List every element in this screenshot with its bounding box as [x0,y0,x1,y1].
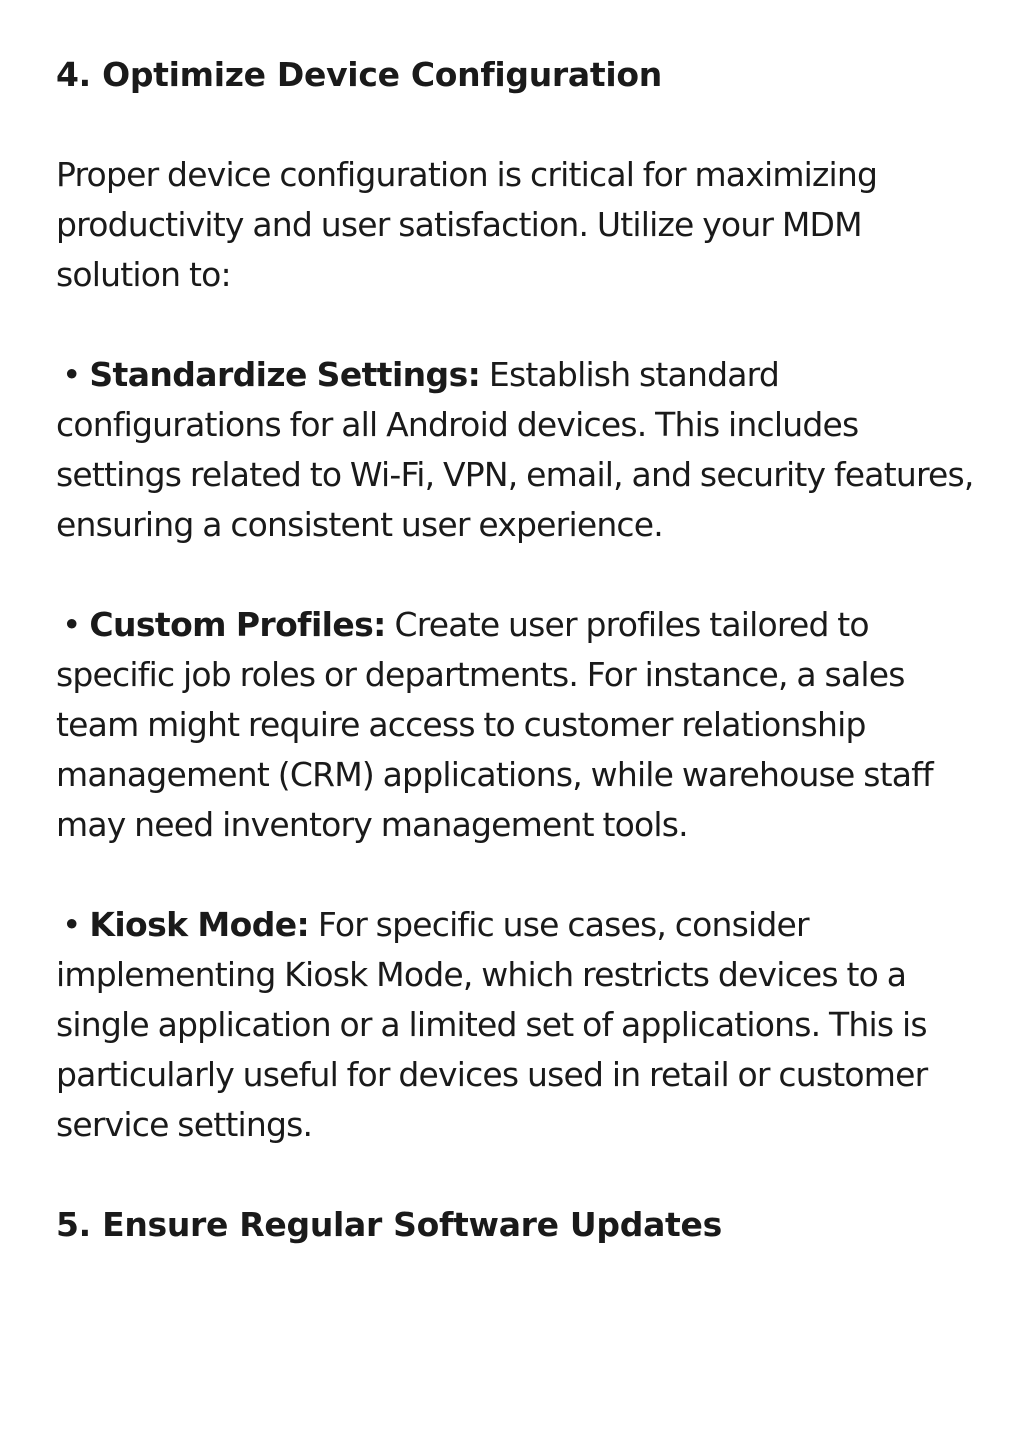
spacer [56,850,976,900]
bullet-marker: • [62,605,81,644]
bullet-text: Create user profiles tailored to specific job roles or departments. For instance, a sales team might require access to customer relationship management (CRM) applications, while warehouse staff may need inventory management tools. [56,605,933,844]
bullet-marker: • [62,905,81,944]
bullet-standardize-settings [56,350,976,550]
spacer [56,300,976,350]
bullet-term: Kiosk Mode: [89,905,310,944]
bullet-custom-profiles [56,600,976,850]
bullet-term: Standardize Settings: [89,355,481,394]
section-4-intro: Proper device configuration is critical for maximizing productivity and user satisfaction. Utilize your MDM solution to: [56,155,878,294]
spacer [56,100,976,150]
spacer [56,550,976,600]
spacer [56,1150,976,1200]
document-page [56,50,976,1250]
bullet-marker: • [62,355,81,394]
bullet-text: For specific use cases, consider implementing Kiosk Mode, which restricts devices to a single application or a limited set of applications. This is particularly useful for devices used in retail or customer service settings. [56,905,928,1144]
section-5-heading: 5. Ensure Regular Software Updates [56,1205,722,1244]
bullet-term: Custom Profiles: [89,605,386,644]
bullet-kiosk-mode [56,900,976,1150]
bullet-text: Establish standard configurations for all Android devices. This includes settings related to Wi-Fi, VPN, email, and security features, ensuring a consistent user experience. [56,355,974,544]
section-4-heading: 4. Optimize Device Configuration [56,55,662,94]
